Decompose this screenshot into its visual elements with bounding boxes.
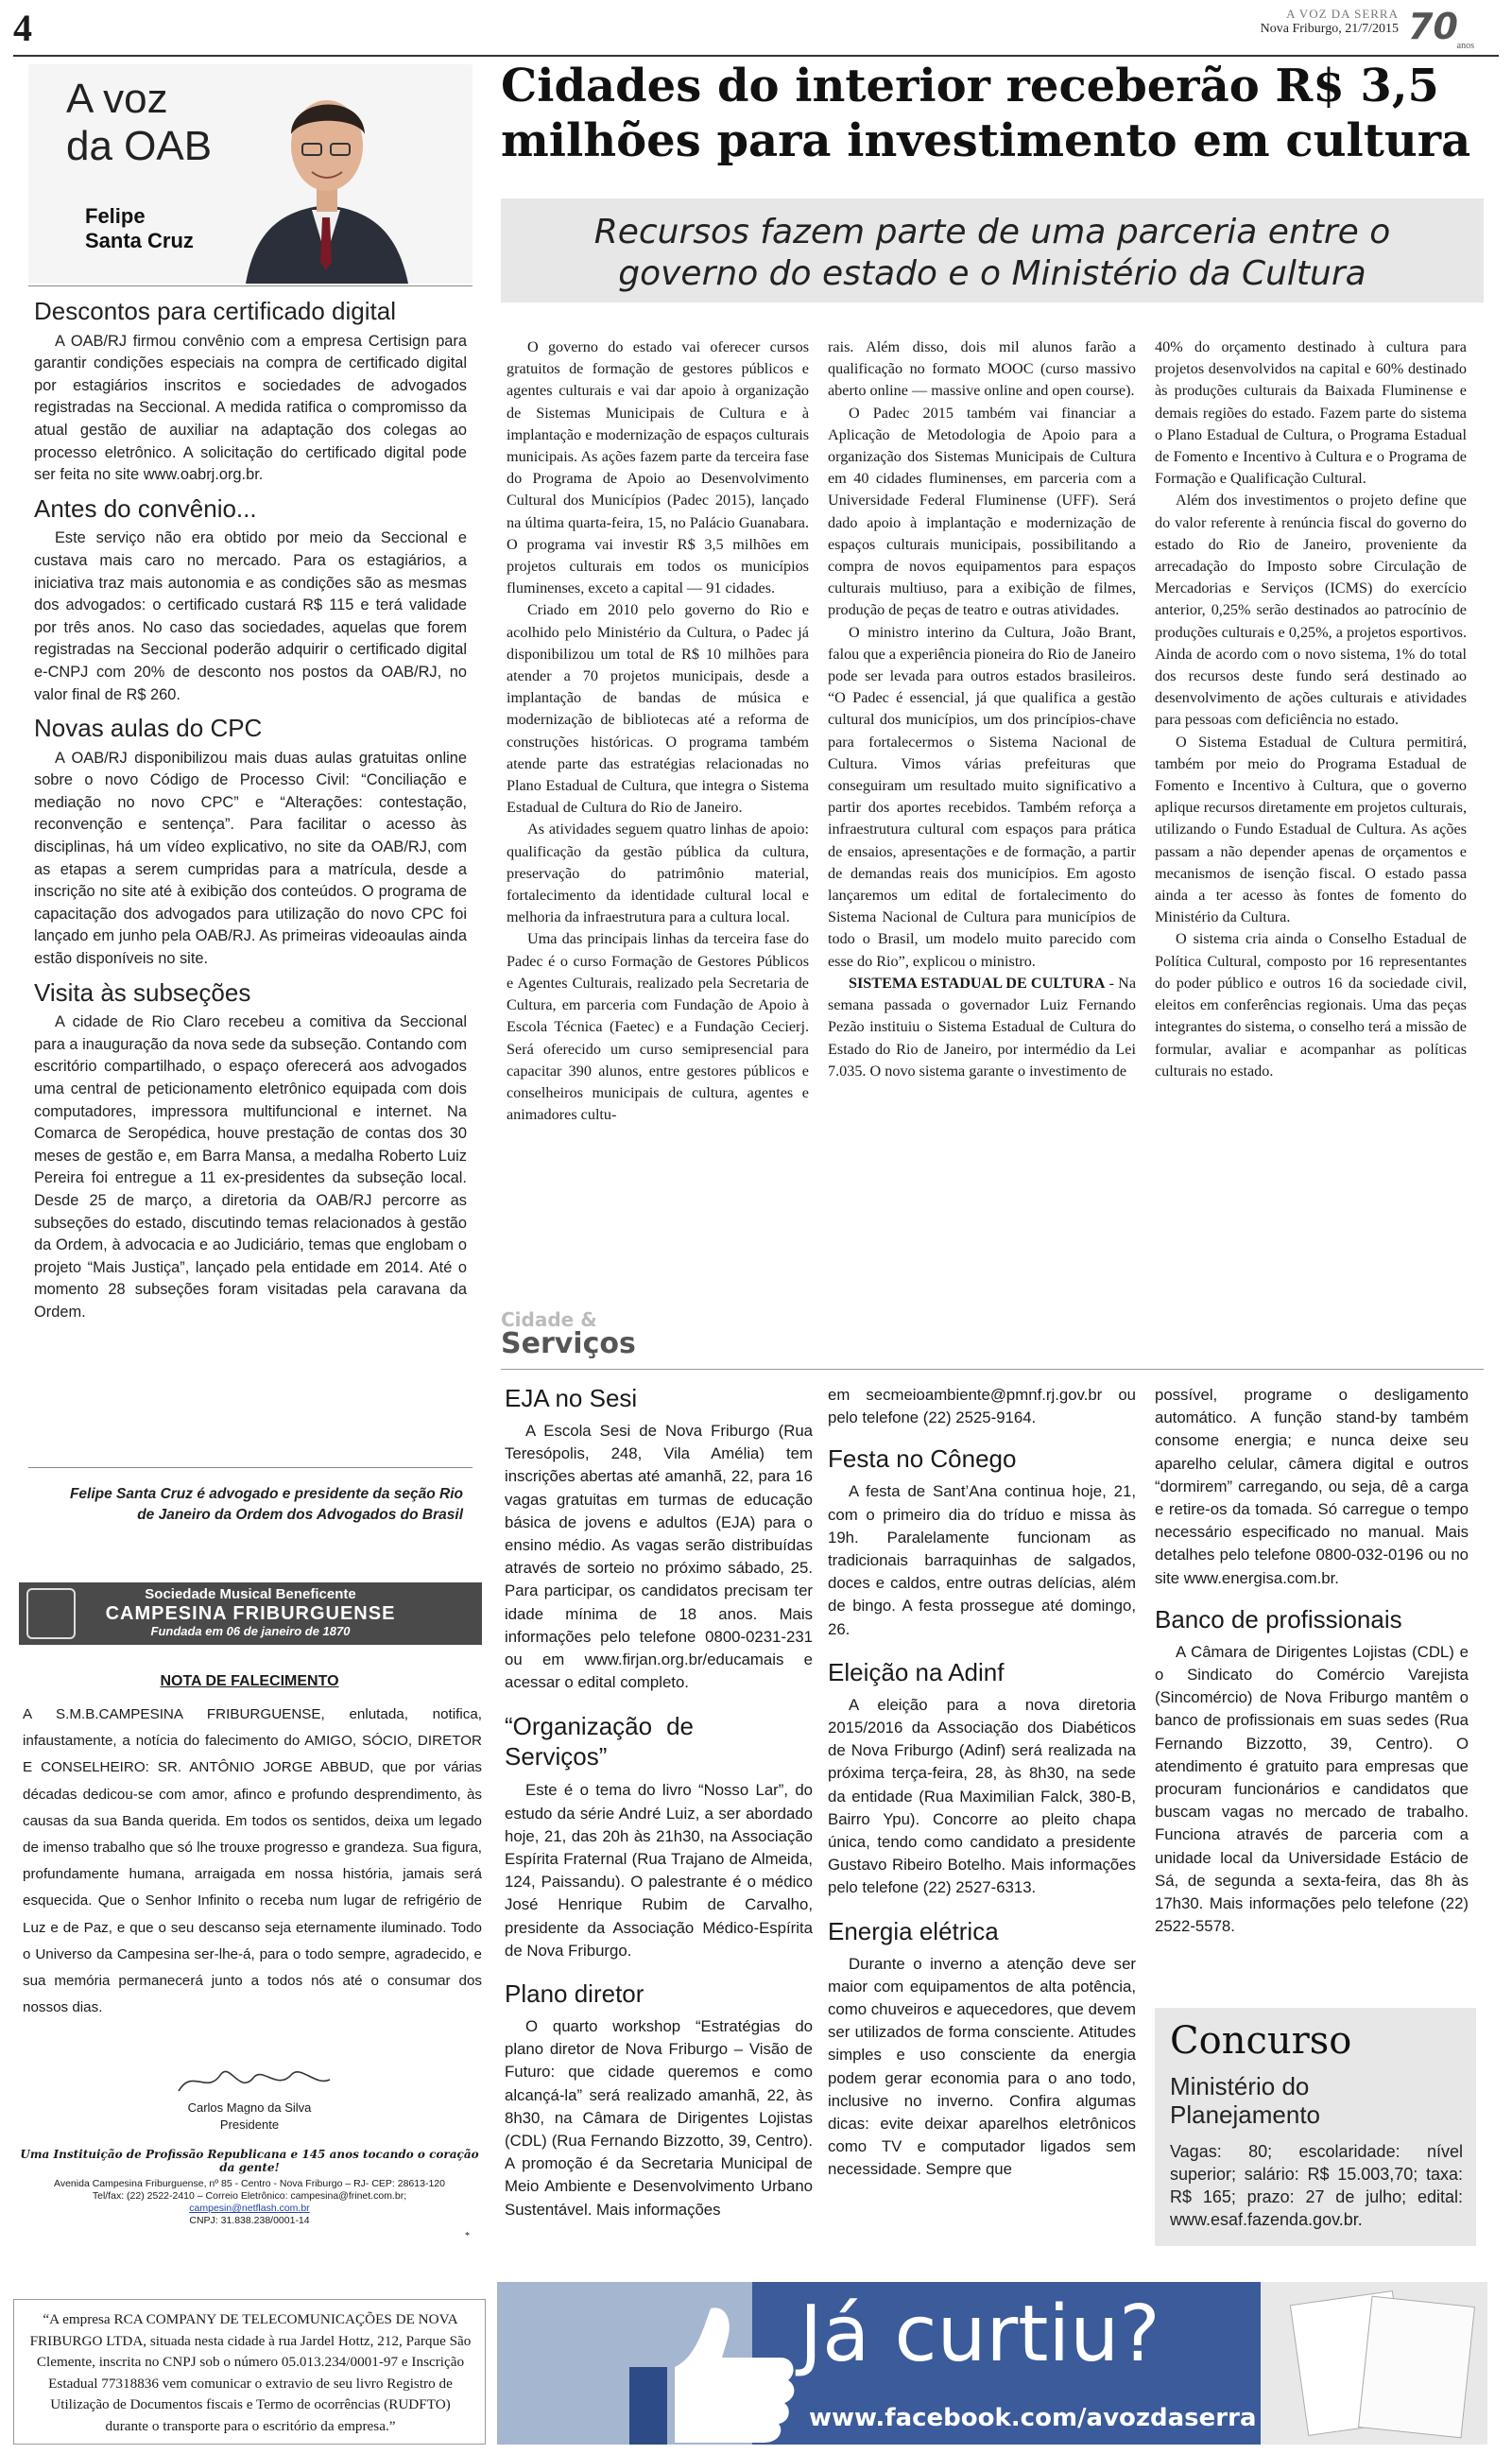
service-heading: Energia elétrica: [828, 1916, 999, 1945]
oab-section-heading: Descontos para certificado digital: [34, 297, 396, 325]
article-paragraph: As atividades seguem quatro linhas de apoio: qualificação da gestão pública da cultura, preservação do patrimônio material, fortalecimento da identidade cultural local e melhoria da infraestrutura para a cultura local.: [507, 821, 809, 926]
article-column-1: [507, 337, 809, 1272]
legal-notice-box: [13, 2299, 486, 2445]
oab-author-line2: Santa Cruz: [85, 229, 194, 252]
oab-section-heading: Antes do convênio...: [34, 493, 257, 523]
concurso-title: Concurso: [1170, 2019, 1352, 2063]
service-text: Este é o tema do livro “Nosso Lar”, do estudo da série André Luiz, a ser abordado hoje, 21, das 20h às 21h30, na Associação Espírita Fraternal (Rua Trajano de Almeida, 124, Paissandu). O palestrante é o médico José Henrique Rubim de Carvalho, presidente da Associação Médico-Espírita de Nova Friburgo.: [505, 1781, 813, 1960]
services-label-top: Cidade &: [501, 1308, 597, 1331]
services-column-1: [505, 1376, 813, 2255]
address-line: CNPJ: 31.838.238/0001-14: [189, 2215, 310, 2226]
obituary-banner: [19, 1582, 482, 1645]
banner-line1: Sociedade Musical Beneficente: [145, 1586, 356, 1602]
banner-emblem-icon: [26, 1588, 76, 1639]
article-column-3: [1155, 337, 1467, 1272]
signature-scribble: [174, 2063, 335, 2100]
oab-title-line2: da OAB: [66, 123, 213, 169]
oab-section-text: Este serviço não era obtido por meio da Seccional e custava mais caro no mercado. Para os estagiários, a iniciativa traz mais autonomia e as condições são as mesmas dos advogados: o certificado custará R$ 115 e terá validade por três anos. No caso das sociedades, aquelas que forem registradas na Seccional poderão adquirir o certificado digital e-CNPJ com 20% de desconto nos postos da OAB/RJ, no valor final de R$ 260.: [34, 529, 467, 703]
services-rule: [501, 1369, 1484, 1370]
address-line: Avenida Campesina Friburguense, nº 85 - Centro - Nova Friburgo – RJ- CEP: 28613-120: [54, 2178, 445, 2189]
anniversary-logo: [1408, 8, 1474, 51]
article-column-2: [828, 337, 1136, 1272]
service-heading: EJA no Sesi: [505, 1384, 638, 1412]
obituary-address: [13, 2178, 486, 2227]
services-label-bottom: Serviços: [501, 1327, 636, 1360]
anniversary-sub: anos: [1456, 41, 1474, 51]
masthead: [1252, 8, 1399, 38]
service-heading: Festa no Cônego: [828, 1444, 1017, 1474]
article-paragraph: Criado em 2010 pelo governo do Rio e acolhido pelo Ministério da Cultura, o Padec já disponibilizou um total de R$ 10 milhões para atender a 70 projetos municipais, desde a implantação de bandas de música e modernização de bibliotecas até a reforma de construções históricas. O programa também atende parte das estratégias relacionadas no Plano Estadual de Cultura, que integra o Sistema Estadual de Cultura do Rio de Janeiro.: [507, 601, 809, 817]
article-paragraph: 40% do orçamento destinado à cultura para projetos desenvolvidos na capital e 60% destinado às produções culturais da Baixada Fluminense e demais regiões do estado. Fazem parte do sistema o Plano Estadual de Cultura, o Programa Estadual de Fomento e Incentivo à Cultura e o Programa de Formação e Qualificação Cultural.: [1155, 338, 1467, 488]
oab-header: [28, 64, 472, 284]
article-paragraph: Uma das principais linhas da terceira fase do Padec é o curso Formação de Gestores Públicos e Agentes Culturais, realizado pela Secretaria de Cultura, em parceria com Fundação de Apoio à Escola Técnica (Faetec) e a Fundação Cecierj. Será oferecido um curso semipresencial para capacitar 390 alunos, entre gestores públicos e conselheiros municipais de cultura, agentes e animadores cultu-: [507, 930, 809, 1124]
page-number: 4: [13, 7, 32, 49]
article-paragraph: O ministro interino da Cultura, João Brant, falou que a experiência pioneira do Rio de Janeiro pode ser levada para outros estados brasileiros. “O Padec é essencial, já que qualifica a gestão cultural dos municípios, um dos princípios-chave para fortalecermos o Sistema Nacional de Cultura. Vimos várias prefeituras que conseguiram um resultado muito significativo a partir dos aportes recebidos. Também reforça a infraestrutura cultural com espaços para prática de ensaios, apresentações e de formação, a partir de demandas reais dos municípios. Em agosto lançaremos um edital de fortalecimento do Sistema Nacional de Cultura para municípios de todo o Brasil, um modelo muito parecido com esse do Rio”, explicou o ministro.: [828, 623, 1136, 970]
ad-document-area: [1261, 2282, 1487, 2445]
facebook-ad[interactable]: [497, 2282, 1487, 2445]
anniversary-number: 70: [1408, 6, 1458, 47]
main-subheadline: Recursos fazem parte de uma parceria entre o governo do estado e o Ministério da Cultura: [593, 213, 1391, 293]
main-headline: Cidades do interior receberão R$ 3,5 milhões para investimento em cultura: [501, 60, 1471, 167]
service-text: possível, programe o desligamento automático. A função stand-by também consome energia; e nunca deixe seu aparelho celular, câmera digital e outros “dormirem” carregando, ou seja, dê a carga e retire-os da tomada. Só carregue o tempo necessário especificado no manual. Mais detalhes pelo telefone 0800-032-0196 ou no site www.energisa.com.br.: [1155, 1386, 1469, 1587]
service-text: O quarto workshop “Estratégias do plano diretor de Nova Friburgo – Visão de Futuro: que cidade queremos e como alcançá-la” será realizado amanhã, 22, às 8h30, na Câmara de Dirigentes Lojistas (CDL) (Rua Fernando Bizzotto, 39, Centro). A promoção é da Secretaria Municipal de Meio Ambiente e Desenvolvimento Urbano Sustentável. Mais informações: [505, 2017, 813, 2219]
article-paragraph: O sistema cria ainda o Conselho Estadual de Política Cultural, composto por 16 representantes do poder público e outros 16 da sociedade civil, eleitos em conferências regionais. Uma das peças integrantes do sistema, o conselho terá a missão de formular, avaliar e acompanhar as políticas culturais no estado.: [1155, 930, 1467, 1080]
top-rule: [13, 55, 1499, 57]
obituary-signer-role: Presidente: [219, 2117, 280, 2132]
service-heading: “Organização de Serviços”: [505, 1712, 694, 1771]
service-text: em secmeioambiente@pmnf.rj.gov.br ou pelo telefone (22) 2525-9164.: [828, 1386, 1136, 1427]
obituary-title: NOTA DE FALECIMENTO: [160, 1673, 339, 1689]
article-paragraph: Além dos investimentos o projeto define que do valor referente à renúncia fiscal do governo do estado do Rio de Janeiro, proveniente da arrecadação do Imposto sobre Circulação de Mercadorias e Serviços (ICMS) do exercício anterior, 0,25% serão destinados ao patrocínio de produções culturais e 0,25%, a projetos esportivos. Ainda de acordo com o novo sistema, 1% do total dos recursos deste fundo será destinado ao desenvolvimento de ações culturais e atividades para pessoas com deficiência no estado.: [1155, 492, 1467, 729]
oab-rule: [28, 285, 472, 286]
obituary-mark: *: [465, 2231, 470, 2241]
oab-section-heading: Novas aulas do CPC: [34, 714, 263, 743]
service-text: A eleição para a nova diretoria 2015/2016 da Associação dos Diabéticos de Nova Friburgo (Adinf) será realizada na próxima terça-feira, 28, às 8h30, na sede da entidade (Rua Maximilian Falck, 380-B, Bairro Ypu). Concorre ao pleito chapa única, tendo como candidato a presidente Gustavo Ribeiro Botelho. Mais informações pelo telefone (22) 2527-6313.: [828, 1695, 1136, 1897]
address-line: Tel/fax: (22) 2522-2410 – Correio Eletrônico: campesina@frinet.com.br;: [92, 2190, 407, 2202]
oab-footer-rule: [28, 1467, 472, 1468]
article-paragraph: - Na semana passada o governador Luiz Fernando Pezão instituiu o Sistema Estadual de Cultura do Estado do Rio de Janeiro, por intermédio da Lei 7.035. O novo sistema garante o investimento de: [828, 974, 1136, 1080]
oab-section-text: A cidade de Rio Claro recebeu a comitiva da Seccional para a inauguração da nova sede da subseção. Contando com escritório compartilhado, o espaço oferecerá aos advogados uma central de peticionamento eletrônico equipada com dois computadores, impressora multifuncional e internet. Na Comarca de Seropédica, houve prestação de contas dos 30 meses de gestão e, em Barra Mansa, a medalha Roberto Luiz Pereira foi entregue a 11 ex-presidentes da subseção local. Desde 25 de março, a diretoria da OAB/RJ percorre as subseções do estado, discutindo temas relacionados à gestão da Ordem, à advocacia e ao Judiciário, temas que englobam o projeto “Mais Justiça”, lançado pela entidade em 2014. Até o momento 28 subseções foram visitadas pela caravana da Ordem.: [34, 1013, 467, 1321]
concurso-box: [1155, 2008, 1476, 2246]
services-column-3: [1155, 1384, 1469, 1989]
legal-notice-text: “A empresa RCA COMPANY DE TELECOMUNICAÇÕES DE NOVA FRIBURGO LTDA, situada nesta cidade à rua Jardel Hottz, 212, Parque São Clemente, inscrita no CNPJ sob o número 05.013.234/0001-97 e Inscrição Estadual 77318836 vem comunicar o extravio de seu livro Registro de Utilização de Documentos fiscais e Termo de ocorrências (RUDFTO) durante o transporte para o escritório da empresa.”: [29, 2311, 472, 2434]
newspaper-icon: [1358, 2296, 1475, 2439]
oab-title-line1: A voz: [66, 76, 168, 122]
obituary-box: [13, 1579, 486, 2284]
service-text: A festa de Sant’Ana continua hoje, 21, com o primeiro dia do tríduo e missa às 19h. Paralelamente funcionam as tradicionais barraquinhas de salgados, doces e caldos, entre outras delícias, além de bingo. A festa prossegue até domingo, 26.: [828, 1482, 1136, 1638]
concurso-org: Ministério do Planejamento: [1170, 2072, 1320, 2129]
service-text: A Câmara de Dirigentes Lojistas (CDL) e o Sindicato do Comércio Varejista (Sincomércio) de Nova Friburgo mantêm o banco de profissionais em suas sedes (Rua Fernando Bizzotto, 39, Centro). O atendimento é gratuito para empresas que procuram funcionários e candidatos que buscam vagas no mercado de trabalho. Funciona através de parceria com a unidade local da Universidade Estácio de Sá, de segunda a sexta-feira, das 8h às 17h30. Mais informações pelo telefone (22) 2522-5578.: [1155, 1642, 1469, 1936]
service-heading: Banco de profissionais: [1155, 1604, 1402, 1633]
oab-author-line1: Felipe: [85, 204, 146, 228]
service-text: Durante o inverno a atenção deve ser maior com equipamentos de alta potência, como chuveiros e aquecedores, que devem ser utilizados de forma consciente. Atitudes simples e uso consciente da energia podem gerar economia para o ano todo, inclusive no inverno. Confira algumas dicas: evite deixar aparelhos eletrônicos como TV e computador ligados sem necessidade. Sempre que: [828, 1954, 1136, 2179]
banner-line3: Fundada em 06 de janeiro de 1870: [150, 1624, 351, 1638]
article-paragraph: rais. Além disso, dois mil alunos farão a qualificação no formato MOOC (curso massivo aberto online — massive online and open course).: [828, 338, 1136, 400]
address-line: campesin@netflash.com.br: [189, 2203, 310, 2214]
thumbs-up-icon: [620, 2301, 799, 2445]
subheadline-band: [501, 199, 1484, 302]
services-column-2: [828, 1384, 1136, 2263]
article-subhead: SISTEMA ESTADUAL DE CULTURA: [849, 974, 1106, 992]
obituary-body: A S.M.B.CAMPESINA FRIBURGUENSE, enlutada, notifica, infaustamente, a notícia do falecimento do AMIGO, SÓCIO, DIRETOR E CONSELHEIRO: SR. ANTÔNIO JORGE ABBUD, que por várias décadas dedicou-se com amor, afinco e profundo desprendimento, às causas da sua Banda querida. Em todos os sentidos, deixa um legado de imenso trabalho que só lhe trouxe progresso e grandeza. Sua figura, profundamente humana, arraigada em nossa história, jamais será esquecida. Que o Senhor Infinito o receba num lugar de refrigério de Luz e de Paz, e que o seu descanso seja eternamente iluminado. Todo o Universo da Campesina ser-lhe-á, para o todo sempre, agradecido, e sua memória permanecerá junto a todos nós até o consumar dos nossos dias.: [23, 1706, 482, 2016]
service-heading: Plano diretor: [505, 1979, 644, 2009]
oab-column: [34, 295, 467, 1420]
service-heading: Eleição na Adinf: [828, 1657, 1005, 1686]
author-portrait: [236, 68, 416, 284]
oab-section-text: A OAB/RJ disponibilizou mais duas aulas gratuitas online sobre o novo Código de Processo Civil: “Conciliação e mediação no novo CPC” e “Alterações: contestação, reconvenção e sentença”. Para facilitar o acesso às disciplinas, há um vídeo explicativo, no site da OAB/RJ, com as etapas a serem cumpridas para a matrícula, desde a inscrição no site até à exibição dos conteúdos. O programa de capacitação dos advogados para utilização do novo CPC foi lançado em junho pela OAB/RJ. As primeiras videoaulas ainda estão disponíveis no site.: [34, 749, 467, 968]
article-paragraph: O Sistema Estadual de Cultura permitirá, também por meio do Programa Estadual de Fomento e Incentivo à Cultura, que o governo aplique recursos diretamente em projetos culturais, utilizando o Fundo Estadual de Cultura. As ações passam a não depender apenas de orçamentos e mecanismos de isenção fiscal. O estado passa ainda a ter acesso às fontes de fomento do Ministério da Cultura.: [1155, 733, 1467, 926]
obituary-signer: Carlos Magno da Silva: [187, 2100, 312, 2115]
oab-section-heading: Visita às subseções: [34, 977, 251, 1007]
banner-line2: CAMPESINA FRIBURGUENSE: [105, 1603, 396, 1624]
article-paragraph: O governo do estado vai oferecer cursos gratuitos de formação de gestores públicos e agentes culturais e vai dar apoio à organização de Sistemas Municipais de Cultura e à implantação e modernização de espaços culturais municipais. As ações fazem parte da terceira fase do Programa de Apoio ao Desenvolvimento Cultural dos Municípios (Padec 2015), lançado na última quarta-feira, 15, no Palácio Guanabara. O programa vai investir R$ 3,5 milhões em projetos culturais em todos os municípios fluminenses, exceto a capital — 91 cidades.: [507, 338, 809, 597]
ad-headline: Já curtiu?: [799, 2290, 1160, 2379]
services-section-label: [501, 1310, 662, 1365]
oab-section-text: A OAB/RJ firmou convênio com a empresa Certisign para garantir condições especiais na compra de certificado digital por estagiários inscritos e sociedades de advogados registradas na Seccional. A medida ratifica o compromisso da atual gestão de auxiliar na adaptação dos colegas ao processo eletrônico. A solicitação do certificado digital pode ser feita no site www.oabrj.org.br.: [34, 332, 467, 484]
obituary-motto: Uma Instituição de Profissão Republicana e 145 anos tocando o coração da gente!: [20, 2148, 479, 2174]
oab-footer-note: Felipe Santa Cruz é advogado e presidente da seção Rio de Janeiro da Ordem dos Advogados do Brasil: [69, 1486, 463, 1523]
concurso-details: Vagas: 80; escolaridade: nível superior; salário: R$ 15.003,70; taxa: R$ 165; prazo: 27 de julho; edital: www.esaf.fazenda.gov.br.: [1170, 2142, 1463, 2229]
ad-url[interactable]: www.facebook.com/avozdaserra: [809, 2404, 1257, 2432]
article-paragraph: O Padec 2015 também vai financiar a Aplicação de Metodologia de Apoio para a organização dos Sistemas Municipais de Cultura em 40 cidades fluminenses, em parceria com a Universidade Federal Fluminense (UFF). Será dado apoio à implantação e modernização de espaços culturais municipais, possibilitando a compra de novos equipamentos para espaços culturais multiuso, para a exibição de filmes, produção de peças de teatro e outras atividades.: [828, 404, 1136, 619]
service-text: A Escola Sesi de Nova Friburgo (Rua Teresópolis, 248, Vila Amélia) tem inscrições abertas até amanhã, 22, para 16 vagas gratuitas em turmas de educação básica de jovens e adultos (EJA) para o ensino médio. As vagas serão distribuídas através de sorteio no próximo sábado, 25. Para participar, os candidatos precisam ter idade mínima de 18 anos. Mais informações pelo telefone 0800-0231-231 ou em www.firjan.org.br/educamais e acessar o edital completo.: [505, 1422, 813, 1692]
masthead-name: A VOZ DA SERRA: [1286, 7, 1399, 21]
page-date: Nova Friburgo, 21/7/2015: [1260, 22, 1399, 36]
